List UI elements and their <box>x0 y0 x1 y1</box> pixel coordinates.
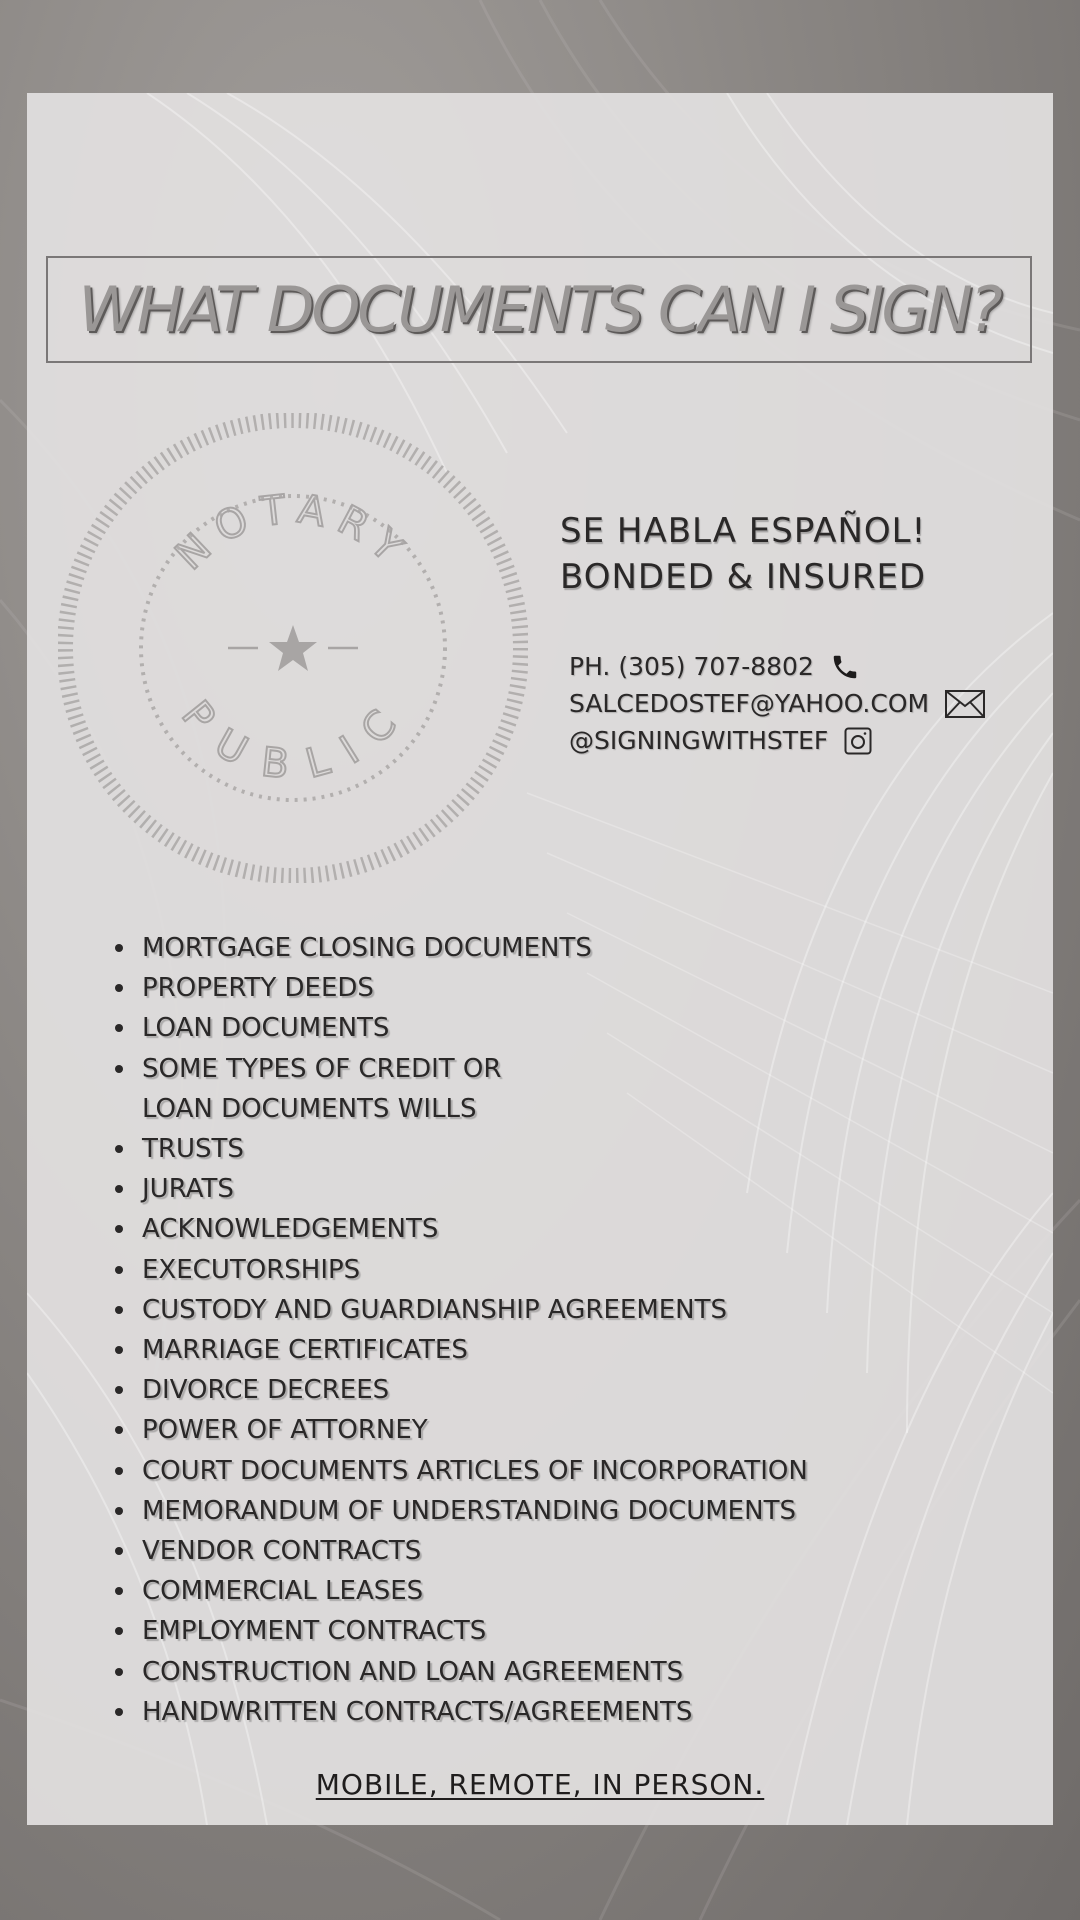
document-item: DIVORCE DECREES <box>142 1370 1053 1410</box>
tagline <box>560 508 926 600</box>
email-address[interactable]: SALCEDOSTEF@YAHOO.COM <box>569 689 930 718</box>
documents-list <box>85 928 1053 1732</box>
document-item: HANDWRITTEN CONTRACTS/AGREEMENTS <box>142 1692 1053 1732</box>
phone-number[interactable]: PH. (305) 707-8802 <box>569 652 814 681</box>
svg-text:PUBLIC <box>172 693 413 790</box>
tagline-spanish: SE HABLA ESPAÑOL! <box>560 511 927 551</box>
svg-text:NOTARY <box>167 486 419 579</box>
instagram-handle[interactable]: @SIGNINGWITHSTEF <box>569 726 829 755</box>
instagram-icon <box>844 727 872 755</box>
document-item: EMPLOYMENT CONTRACTS <box>142 1611 1053 1651</box>
stamp-bottom-text: PUBLIC <box>172 692 414 790</box>
document-item: PROPERTY DEEDS <box>142 968 1053 1008</box>
document-item: JURATS <box>142 1169 1053 1209</box>
tagline-bonded: BONDED & INSURED <box>560 557 927 597</box>
document-item: SOME TYPES OF CREDIT OR <box>142 1049 1053 1089</box>
document-item: MARRIAGE CERTIFICATES <box>142 1330 1053 1370</box>
document-item: ACKNOWLEDGEMENTS <box>142 1209 1053 1249</box>
instagram-row[interactable] <box>569 722 985 759</box>
stamp-top-text: NOTARY <box>166 486 420 580</box>
title-frame <box>46 256 1032 363</box>
document-item: LOAN DOCUMENTS WILLS <box>142 1093 477 1124</box>
service-modes: MOBILE, REMOTE, IN PERSON. <box>315 1768 765 1801</box>
document-item: VENDOR CONTRACTS <box>142 1531 1053 1571</box>
phone-icon <box>830 652 860 682</box>
document-item: CONSTRUCTION AND LOAN AGREEMENTS <box>142 1652 1053 1692</box>
phone-row[interactable] <box>569 648 985 685</box>
document-item: MEMORANDUM OF UNDERSTANDING DOCUMENTS <box>142 1491 1053 1531</box>
document-item: COMMERCIAL LEASES <box>142 1571 1053 1611</box>
document-item: CUSTODY AND GUARDIANSHIP AGREEMENTS <box>142 1290 1053 1330</box>
document-item: COURT DOCUMENTS ARTICLES OF INCORPORATION <box>142 1451 1053 1491</box>
document-item: POWER OF ATTORNEY <box>142 1410 1053 1450</box>
email-row[interactable] <box>569 685 985 722</box>
contact-info <box>569 648 985 759</box>
envelope-icon <box>945 690 985 718</box>
page-title: WHAT DOCUMENTS CAN I SIGN? <box>78 273 1000 346</box>
document-item: TRUSTS <box>142 1129 1053 1169</box>
document-item: EXECUTORSHIPS <box>142 1250 1053 1290</box>
document-item: MORTGAGE CLOSING DOCUMENTS <box>142 928 1053 968</box>
document-item: LOAN DOCUMENTS <box>142 1008 1053 1048</box>
flyer-card <box>27 93 1053 1825</box>
star-icon <box>269 625 317 671</box>
notary-stamp <box>58 413 528 883</box>
